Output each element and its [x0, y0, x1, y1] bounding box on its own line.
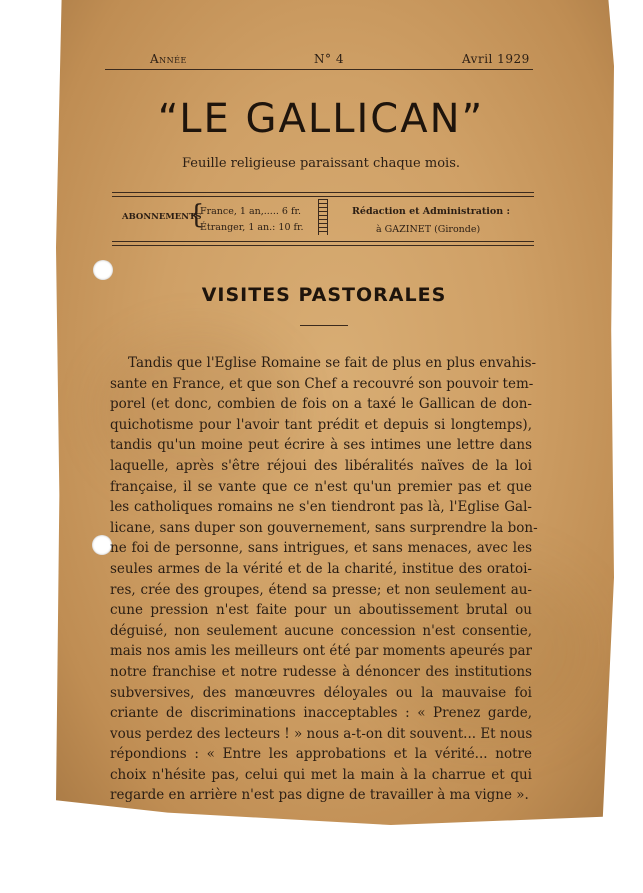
punch-hole [92, 535, 112, 555]
top-rule [105, 69, 533, 70]
newspaper-subtitle: Feuille religieuse paraissant chaque mois. [182, 156, 460, 171]
article-line: ne foi de personne, sans intrigues, et sans menaces, avec les [110, 540, 532, 557]
article-line: sante en France, et que son Chef a recouvré son pouvoir tem- [110, 375, 534, 392]
box-rule-bottom [112, 241, 534, 242]
article-line: répondions : « Entre les approbations et la vérité... notre [110, 746, 532, 763]
box-rule-top [112, 192, 534, 193]
issue-date: Avril 1929 [462, 52, 530, 66]
box-rule-bottom-inner [112, 245, 534, 246]
article-line: res, crée des groupes, étend sa presse; et non seulement au- [110, 581, 532, 598]
box-rule-top-inner [112, 196, 534, 197]
article-line: seules armes de la vérité et de la charité, institue des oratoi- [110, 560, 532, 577]
article-heading: VISITES PASTORALES [201, 284, 447, 306]
article-body [110, 353, 538, 806]
newspaper-title: “LE GALLICAN” [157, 96, 485, 142]
article-line: choix n'hésite pas, celui qui met la main à la charrue et qui [110, 766, 532, 783]
article-line: française, il se vante que ce n'est qu'un premier pas et que [110, 478, 532, 495]
subscription-france: France, 1 an,..... 6 fr. [200, 206, 301, 217]
issue-number: N° 4 [314, 52, 344, 66]
redaction-line-1: Rédaction et Administration : [352, 206, 510, 217]
subscriptions-label: ABONNEMENTS [122, 212, 202, 222]
article-line: notre franchise et notre rudesse à dénoncer des institutions [110, 663, 532, 680]
article-line: subversives, des manœuvres déloyales ou la mauvaise foi [110, 684, 532, 701]
article-line: criante de discriminations inacceptables : « Prenez garde, [110, 705, 532, 722]
brace-glyph: { [188, 200, 205, 230]
article-line: mais nos amis les meilleurs ont été par moments apeurés par [110, 643, 532, 660]
article-line: regarde en arrière n'est pas digne de travailler à ma vigne ». [110, 787, 529, 804]
year-label: Année [150, 52, 187, 66]
box-divider [318, 199, 328, 235]
heading-underline [300, 325, 348, 326]
article-line: quichotisme pour l'avoir tant prédit et depuis si longtemps), [110, 416, 532, 433]
article-line: porel (et donc, combien de fois on a taxé le Gallican de don- [110, 396, 532, 413]
subscription-etranger: Étranger, 1 an.: 10 fr. [200, 222, 304, 233]
article-line: déguisé, non seulement aucune concession n'est consentie, [110, 622, 532, 639]
article-line: cune pression n'est faite pour un aboutissement brutal ou [110, 602, 532, 619]
article-line: laquelle, après s'être réjoui des libéralités naïves de la loi [110, 457, 532, 474]
article-line: vous perdez des lecteurs ! » nous a-t-on dit souvent... Et nous [110, 725, 533, 742]
article-line: tandis qu'un moine peut écrire à ses intimes une lettre dans [110, 437, 532, 454]
article-line: licane, sans duper son gouvernement, sans surprendre la bon- [110, 519, 538, 536]
punch-hole [93, 260, 113, 280]
article-line: Tandis que l'Eglise Romaine se fait de plus en plus envahis- [128, 355, 537, 371]
article-line: les catholiques romains ne s'en tiendront pas là, l'Eglise Gal- [110, 499, 532, 516]
redaction-line-2: à GAZINET (Gironde) [376, 224, 481, 235]
